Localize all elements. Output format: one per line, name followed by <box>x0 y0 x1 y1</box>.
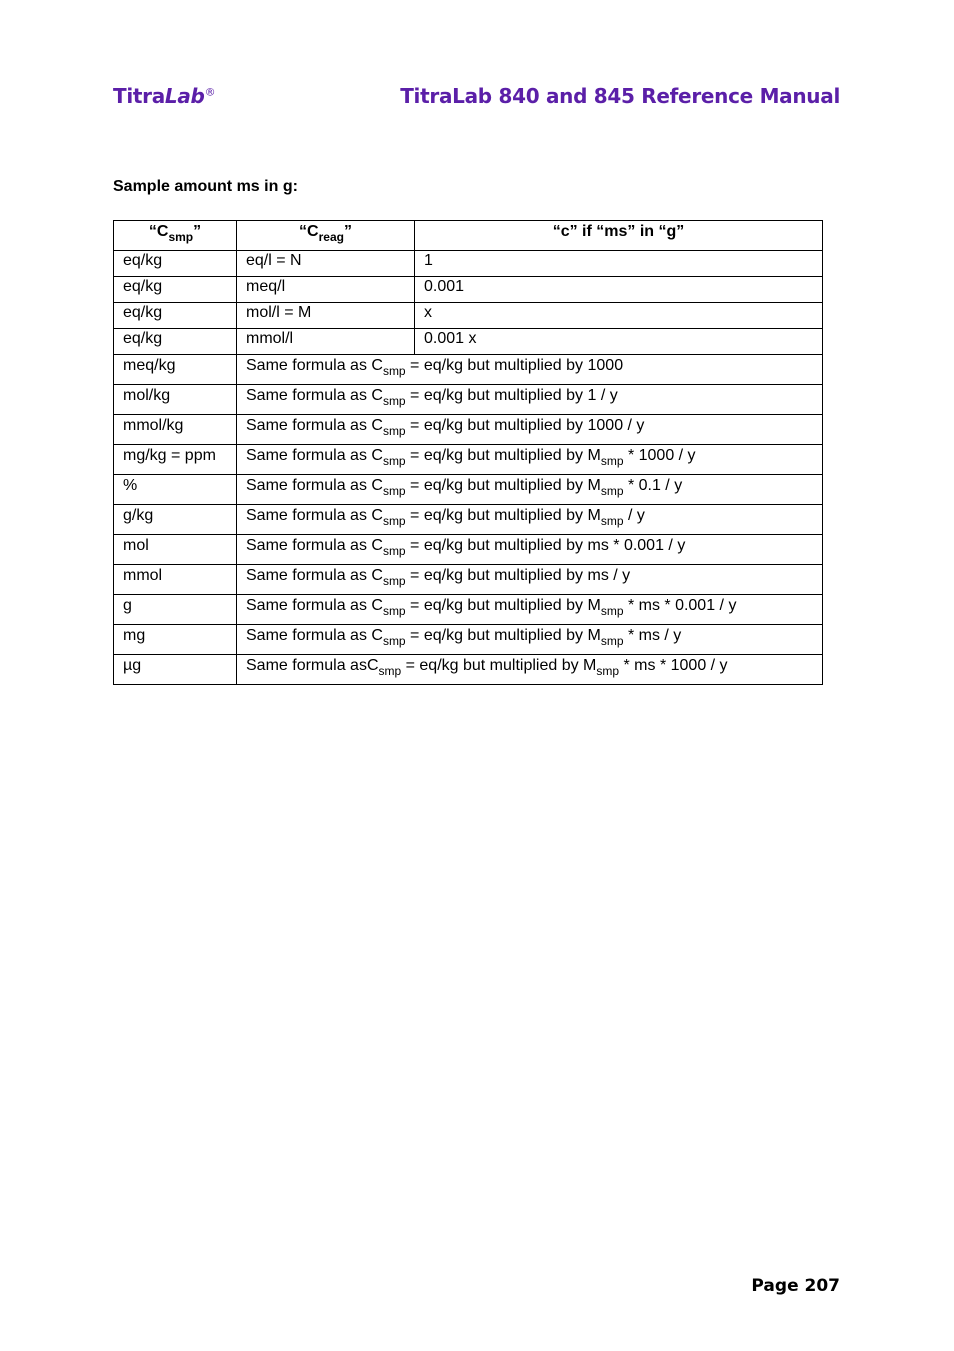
cell-csmp: g <box>114 595 237 625</box>
table-row <box>114 303 823 329</box>
cell-csmp: mol/kg <box>114 385 237 415</box>
table-row <box>114 595 823 625</box>
table-row <box>114 251 823 277</box>
cell-creag: meq/l <box>237 277 415 303</box>
cell-formula: Same formula as $C_{smp} = eq/kg$ but multiplied by 1000 / y <box>237 415 823 445</box>
table-row <box>114 385 823 415</box>
cell-csmp: eq/kg <box>114 251 237 277</box>
table-row <box>114 565 823 595</box>
cell-csmp: mmol/kg <box>114 415 237 445</box>
header-c: “c” if “ms” in “g” <box>415 221 823 251</box>
table-row <box>114 445 823 475</box>
cell-formula: Same formula as $C_{smp} = eq/kg$ but multiplied by $M_{smp}$ / y <box>237 505 823 535</box>
cell-formula: Same formula as $C_{smp} = eq/kg$ but multiplied by $M_{smp} * 1000$ / y <box>237 445 823 475</box>
manual-title: TitraLab 840 and 845 Reference Manual <box>400 84 840 108</box>
section-heading: Sample amount ms in g: <box>113 178 298 195</box>
table-row <box>114 415 823 445</box>
cell-creag: mol/l = M <box>237 303 415 329</box>
cell-creag: eq/l = N <box>237 251 415 277</box>
cell-csmp: eq/kg <box>114 303 237 329</box>
page-number: Page 207 <box>751 1276 840 1296</box>
brand-italic: Lab <box>164 84 205 108</box>
table-row <box>114 355 823 385</box>
cell-csmp: mol <box>114 535 237 565</box>
cell-csmp: µg <box>114 655 237 685</box>
cell-formula: Same formula as $C_{smp} = eq/kg$ but multiplied by $M_{smp}$ * ms / y <box>237 625 823 655</box>
unit-conversion-table <box>113 220 823 685</box>
cell-creag: mmol/l <box>237 329 415 355</box>
cell-csmp: mmol <box>114 565 237 595</box>
cell-csmp: eq/kg <box>114 329 237 355</box>
table-row <box>114 505 823 535</box>
cell-formula: Same formula as $C_{smp} = eq/kg$ but multiplied by 1000 <box>237 355 823 385</box>
brand-prefix: Titra <box>113 84 165 108</box>
cell-c: 0.001 <box>415 277 823 303</box>
cell-formula: Same formula as $C_{smp} = eq/kg$ but multiplied by $M_{smp}$ * ms * 0.001 / y <box>237 595 823 625</box>
brand-logo <box>113 84 215 108</box>
table-row <box>114 475 823 505</box>
cell-formula: Same formula asC$_{smp}$ = eq/kg but multiplied by $M_{smp}$ * ms * 1000 / y <box>237 655 823 685</box>
cell-csmp: % <box>114 475 237 505</box>
cell-csmp: mg/kg = ppm <box>114 445 237 475</box>
cell-formula: Same formula as $C_{smp} = eq/kg$ but multiplied by 1 / y <box>237 385 823 415</box>
cell-csmp: meq/kg <box>114 355 237 385</box>
table-row <box>114 277 823 303</box>
header-csmp: “$C_{smp}$” <box>114 221 237 251</box>
cell-formula: Same formula as $C_{smp} = eq/kg$ but multiplied by ms * 0.001 / y <box>237 535 823 565</box>
table-row <box>114 625 823 655</box>
cell-c: x <box>415 303 823 329</box>
table-row <box>114 655 823 685</box>
registered-mark: ® <box>204 85 216 99</box>
cell-csmp: g/kg <box>114 505 237 535</box>
cell-c: 0.001 x <box>415 329 823 355</box>
table-row <box>114 329 823 355</box>
table-header-row <box>114 221 823 251</box>
cell-c: 1 <box>415 251 823 277</box>
cell-csmp: eq/kg <box>114 277 237 303</box>
cell-csmp: mg <box>114 625 237 655</box>
table-row <box>114 535 823 565</box>
cell-formula: Same formula as $C_{smp} = eq/kg$ but multiplied by ms / y <box>237 565 823 595</box>
header-creag: “$C_{reag}$” <box>237 221 415 251</box>
cell-formula: Same formula as $C_{smp} = eq/kg$ but multiplied by $M_{smp} * 0.1$ / y <box>237 475 823 505</box>
